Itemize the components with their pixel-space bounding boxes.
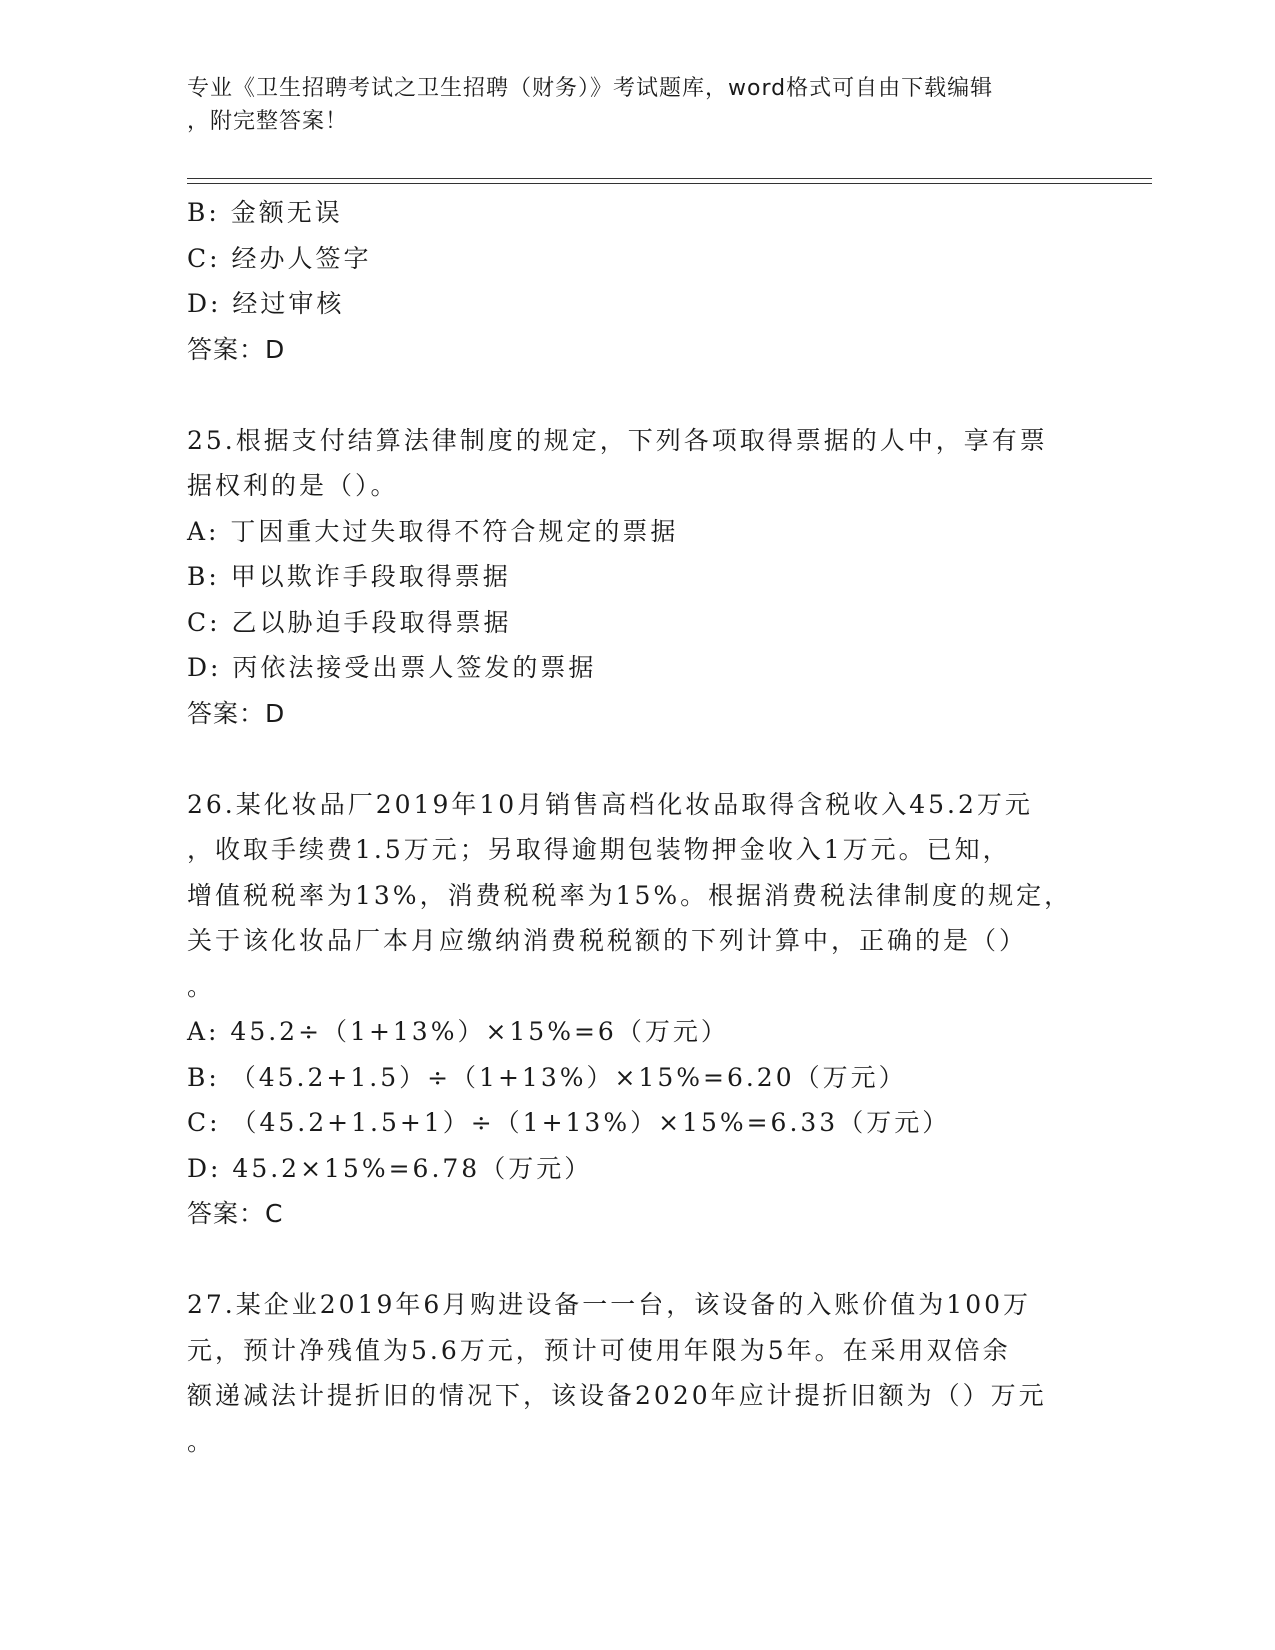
spacer [187, 1237, 1087, 1283]
header-line-1: 专业《卫生招聘考试之卫生招聘（财务）》考试题库，word格式可自由下载编辑 [187, 76, 994, 101]
document-header [187, 72, 1087, 138]
answer: 答案：D [187, 698, 286, 728]
question-25 [187, 418, 1087, 737]
header-rule-top [187, 178, 1152, 179]
question-stem: 25.根据支付结算法律制度的规定，下列各项取得票据的人中，享有票 [187, 425, 1048, 455]
spacer [187, 372, 1087, 418]
option-c: C: 乙以胁迫手段取得票据 [187, 607, 512, 637]
header-line-2: ，附完整答案！ [187, 109, 349, 134]
question-stem: 增值税税率为13%，消费税税率为15%。根据消费税法律制度的规定， [187, 880, 1073, 910]
question-stem: ，收取手续费1.5万元；另取得逾期包装物押金收入1万元。已知， [187, 835, 1011, 864]
option-c: C: （45.2+1.5+1）÷（1+13%）×15%=6.33（万元） [187, 1108, 951, 1137]
option-b: B: 金额无误 [187, 198, 343, 227]
option-a: A: 45.2÷（1+13%）×15%=6（万元） [187, 1017, 729, 1046]
question-list [187, 190, 1087, 1464]
question-stem: 据权利的是（）。 [187, 471, 399, 500]
header-rule-bottom [187, 183, 1152, 184]
option-d: D: 45.2×15%=6.78（万元） [187, 1153, 593, 1183]
question-stem: 元，预计净残值为5.6万元，预计可使用年限为5年。在采用双倍余 [187, 1335, 1011, 1365]
answer: 答案：D [187, 334, 286, 364]
question-stem: 27.某企业2019年6月购进设备一一台，该设备的入账价值为100万 [187, 1290, 1032, 1319]
question-27 [187, 1282, 1087, 1464]
question-24 [187, 190, 1087, 372]
question-stem: 。 [187, 1426, 216, 1456]
question-stem: 。 [187, 971, 216, 1001]
option-a: A: 丁因重大过失取得不符合规定的票据 [187, 516, 679, 546]
option-b: B: （45.2+1.5）÷（1+13%）×15%=6.20（万元） [187, 1062, 907, 1092]
question-stem: 额递减法计提折旧的情况下，该设备2020年应计提折旧额为（）万元 [187, 1381, 1047, 1410]
option-d: D: 丙依法接受出票人签发的票据 [187, 653, 597, 682]
question-stem: 26.某化妆品厂2019年10月销售高档化妆品取得含税收入45.2万元 [187, 789, 1033, 819]
spacer [187, 736, 1087, 782]
answer: 答案：C [187, 1199, 284, 1228]
option-b: B: 甲以欺诈手段取得票据 [187, 562, 511, 591]
option-c: C: 经办人签字 [187, 243, 372, 273]
option-d: D: 经过审核 [187, 289, 345, 318]
question-26 [187, 782, 1087, 1237]
question-stem: 关于该化妆品厂本月应缴纳消费税税额的下列计算中，正确的是（） [187, 926, 1028, 955]
